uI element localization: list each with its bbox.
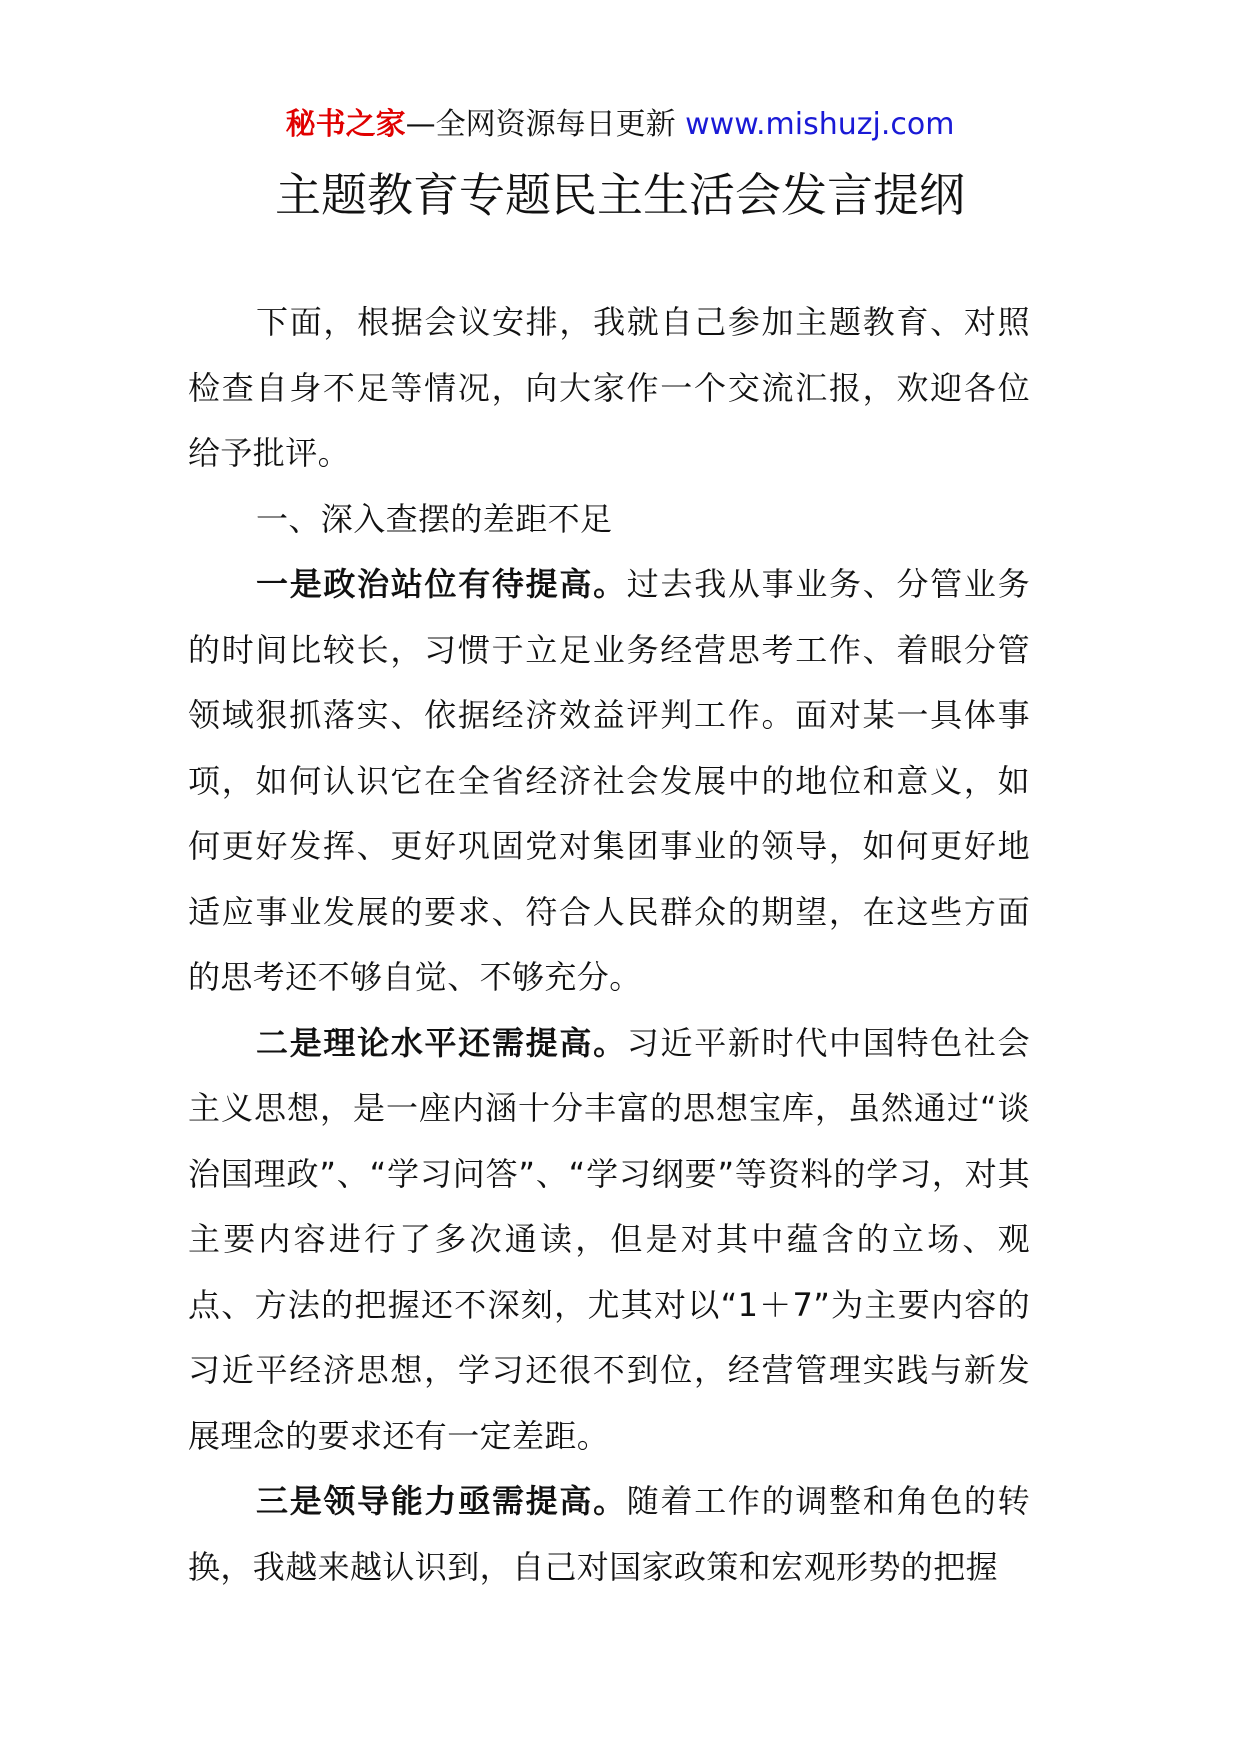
document-body — [188, 290, 1030, 1600]
point-paragraph-1 — [188, 552, 1030, 1011]
point-text-3: 随着工作的调整和角色的转换，我越来越认识到，自己对国家政策和宏观形势的把握 — [188, 1482, 1030, 1586]
point-paragraph-3 — [188, 1469, 1030, 1600]
point-lead-1: 一是政治站位有待提高。 — [256, 565, 627, 603]
point-text-1: 过去我从事业务、分管业务的时间比较长，习惯于立足业务经营思考工作、着眼分管领域狠抓落实、依据经济效益评判工作。面对某一具体事项，如何认识它在全省经济社会发展中的地位和意义，如何更好发挥、更好巩固党对集团事业的领导，如何更好地适应事业发展的要求、符合人民群众的期望，在这些方面的思考还不够自觉、不够充分。 — [188, 565, 1030, 996]
site-url-link[interactable]: www.mishuzj.com — [685, 107, 955, 142]
point-lead-2: 二是理论水平还需提高。 — [256, 1023, 627, 1062]
intro-paragraph: 下面，根据会议安排，我就自己参加主题教育、对照检查自身不足等情况，向大家作一个交流汇报，欢迎各位给予批评。 — [188, 303, 1030, 472]
section-heading: 一、深入查摆的差距不足 — [256, 499, 613, 538]
brand-name: 秘书之家 — [285, 107, 406, 142]
point-paragraph-2 — [188, 1011, 1030, 1470]
point-text-2: 习近平新时代中国特色社会主义思想，是一座内涵十分丰富的思想宝库，虽然通过“谈治国理政”、“学习问答”、“学习纲要”等资料的学习，对其主要内容进行了多次通读，但是对其中蕴含的立场、观点、方法的把握还不深刻，尤其对以“1＋7”为主要内容的习近平经济思想，学习还很不到位，经营管理实践与新发展理念的要求还有一定差距。 — [188, 1023, 1030, 1455]
header-slogan: —全网资源每日更新 — [405, 107, 676, 142]
watermark-header — [0, 100, 1240, 150]
document-title: 主题教育专题民主生活会发言提纲 — [275, 168, 965, 222]
point-lead-3: 三是领导能力亟需提高。 — [256, 1482, 627, 1520]
